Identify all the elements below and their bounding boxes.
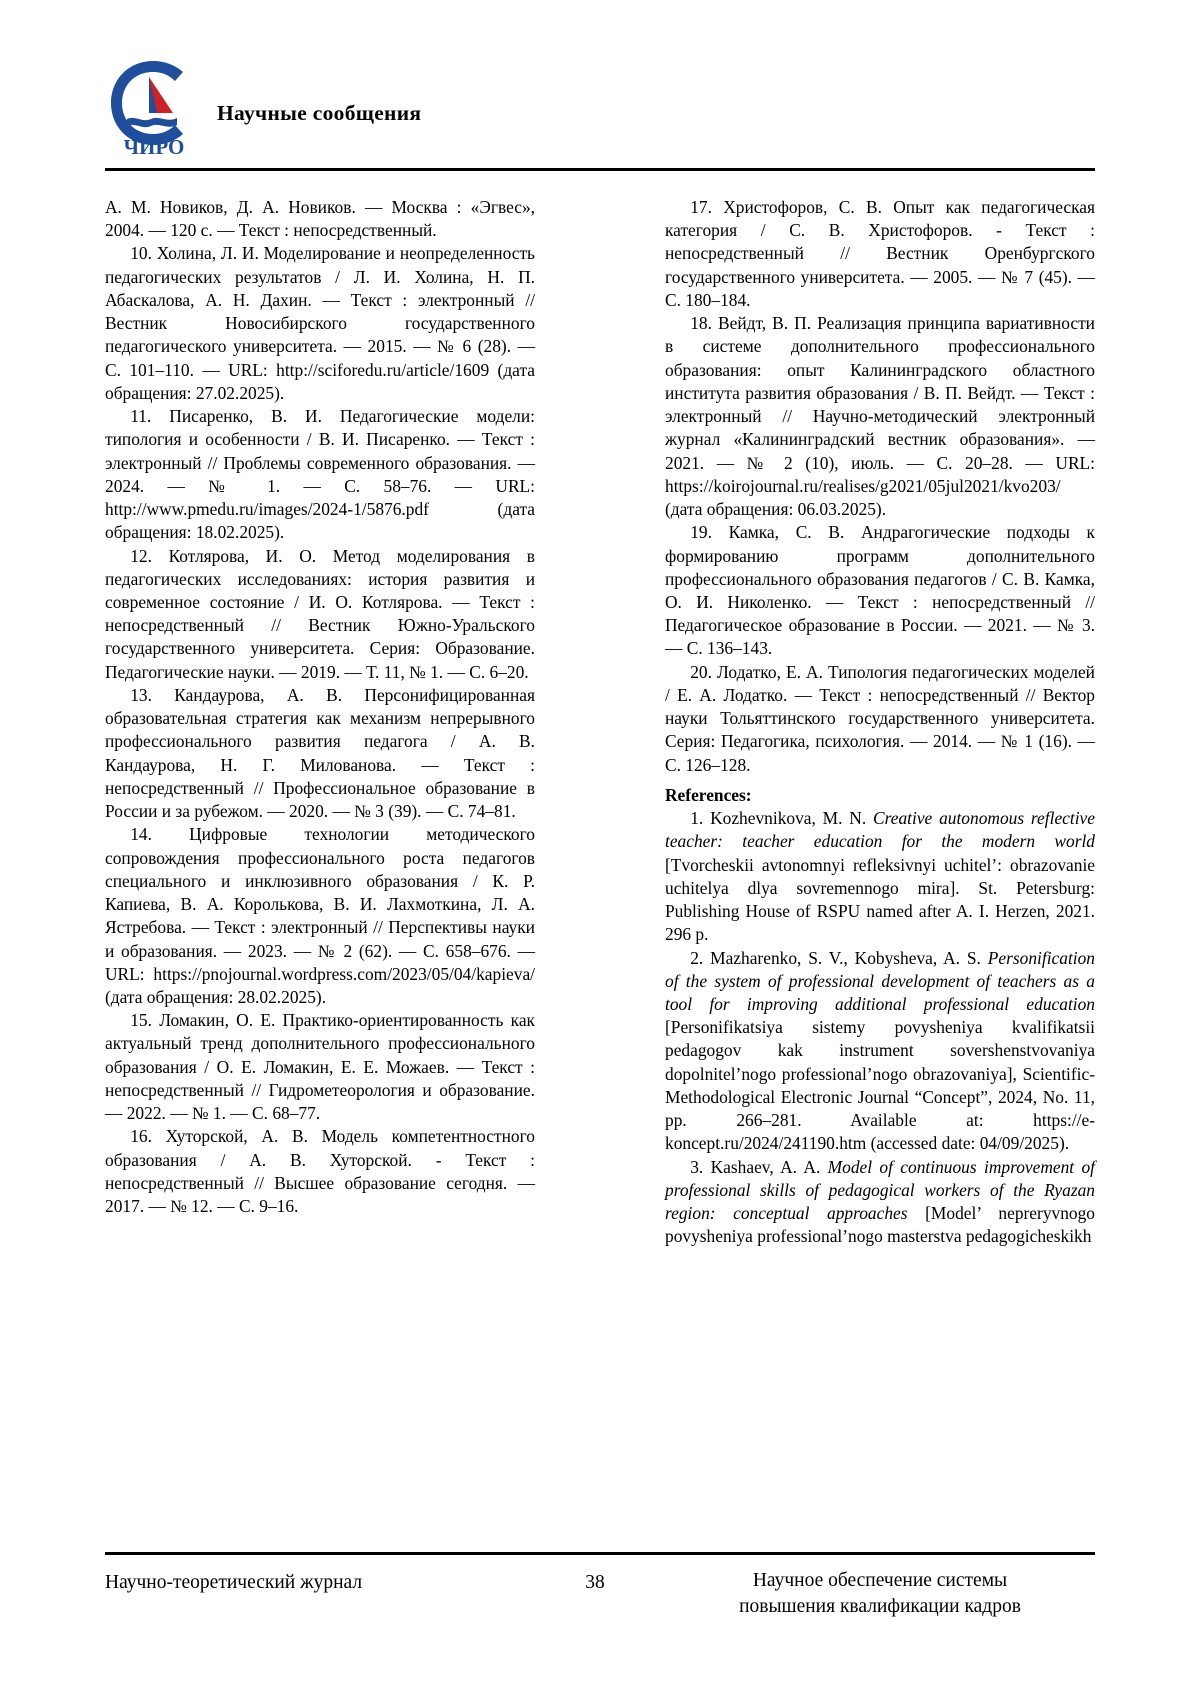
bibliography-entry: 14. Цифровые технологии методического сопровождения профессионального роста педагогов специального и инклюзивного образования / К. Р. Капиева, В. А. Королькова, В. И. Лахмоткина, Л. А. Ястребова. — Текст : электронный // Перспективы науки и образования. — 2023. — № 2 (62). — С. 658–676. — URL: https://pnojournal.wordpress.com/2023/05/04/kapieva/ (дата обращения: 28.02.2025). — [105, 824, 535, 1007]
bibliography-entry: 20. Лодатко, Е. А. Типология педагогических моделей / Е. А. Лодатко. — Текст : непосредственный // Вектор науки Тольяттинского государственного университета. Серия: Педагогика, психология. — 2014. — № 1 (16). — С. 126–128. — [665, 661, 1095, 775]
footer-divider — [105, 1552, 1095, 1555]
reference-suffix: [Personifikatsiya sistemy povysheniya kvalifikatsii pedagogov kak instrument sovershenstvovaniya dopolnitel’nogo professional’nogo obrazovaniya], Scientific-Methodological Electronic Journal “Concept”, 2024, No. 11, pp. 266–281. Available at: https://e-koncept.ru/2024/241190.htm (accessed date: 04/09/2025). — [665, 1017, 1095, 1154]
column-right — [665, 196, 1095, 1249]
reference-title: Model of continuous improvement of professional skills of pedagogical workers of the Ryazan region: conceptual approaches — [665, 1156, 1096, 1224]
reference-entry — [665, 1156, 1095, 1249]
page-footer — [105, 1562, 1095, 1642]
bibliography-entry: 17. Христофоров, С. В. Опыт как педагогическая категория / С. В. Христофоров. - Текст : непосредственный // Вестник Оренбургского государственного университета. — 2005. — № 7 (45). — С. 180–184. — [665, 197, 1095, 310]
reference-entry — [665, 807, 1095, 946]
reference-prefix: 2. Mazharenko, S. V., Kobysheva, A. S. — [690, 947, 988, 968]
reference-title: Creative autonomous reflective teacher: teacher education for the modern world — [665, 808, 1095, 852]
bibliography-entry: 16. Хуторской, А. В. Модель компетентностного образования / А. В. Хуторской. - Текст : непосредственный // Высшее образование сегодня. — 2017. — № 12. — С. 9–16. — [105, 1126, 535, 1217]
bibliography-entry: 18. Вейдт, В. П. Реализация принципа вариативности в системе дополнительного профессионального образования: опыт Калининградского областного института развития образования / В. П. Вейдт. — Текст : электронный // Научно-методический электронный журнал «Калининградский вестник образования». — 2021. — № 2 (10), июль. — С. 20–28. — URL: https://koirojournal.ru/realises/g2021/05jul2021/kvo203/ (дата обращения: 06.03.2025). — [665, 313, 1095, 520]
column-left — [105, 196, 535, 1218]
bibliography-entry: 15. Ломакин, О. Е. Практико-ориентированность как актуальный тренд дополнительного профессионального образования / О. Е. Ломакин, Е. Е. Можаев. — Текст : непосредственный // Гидрометеорология и образование. — 2022. — № 1. — С. 68–77. — [105, 1010, 535, 1124]
bibliography-entry: 11. Писаренко, В. И. Педагогические модели: типология и особенности / В. И. Писаренко. — Текст : электронный // Проблемы современного образования. — 2024. — № 1. — С. 58–76. — URL: http://www.pmedu.ru/images/2024-1/5876.pdf (дата обращения: 18.02.2025). — [105, 406, 535, 543]
bibliography-entry: А. М. Новиков, Д. А. Новиков. — Москва : «Эгвес», 2004. — 120 с. — Текст : непосредственный. — [105, 197, 535, 241]
reference-title: Personification of the system of professional development of teachers as a tool for improving additional professional education — [665, 947, 1095, 1014]
bibliography-entry: 19. Камка, С. В. Андрагогические подходы к формированию программ дополнительного профессионального образования педагогов / С. В. Камка, О. И. Николенко. — Текст : непосредственный // Педагогическое образование в России. — 2021. — № 3. — С. 136–143. — [665, 522, 1095, 659]
reference-suffix: [Model’ nepreryvnogo povysheniya professional’nogo masterstva pedagogicheskikh — [665, 1203, 1095, 1247]
footer-section-name — [665, 1568, 1095, 1619]
page-title: Научные сообщения — [217, 101, 422, 125]
reference-suffix: [Tvorcheskii avtonomnyi refleksivnyi uchitel’: obrazovanie uchitelya dlya sovremennogo mira]. St. Petersburg: Publishing House of RSPU named after A. I. Herzen, 2021. 296 p. — [665, 854, 1095, 945]
svg-text:ЧИРО: ЧИРО — [123, 135, 185, 158]
page-header — [105, 55, 1095, 165]
bibliography-entry: 12. Котлярова, И. О. Метод моделирования в педагогических исследованиях: история развития и современное состояние / И. О. Котлярова. — Текст : непосредственный // Вестник Южно-Уральского государственного университета. Серия: Образование. Педагогические науки. — 2019. — Т. 11, № 1. — С. 6–20. — [105, 545, 535, 682]
footer-journal-name: Научно-теоретический журнал — [105, 1572, 363, 1593]
references-heading: References: — [665, 784, 752, 805]
body-columns — [105, 196, 1095, 1421]
reference-prefix: 1. Kozhevnikova, M. N. — [690, 808, 874, 829]
bibliography-entry: 13. Кандаурова, А. В. Персонифицированная образовательная стратегия как механизм непрерывного профессионального развития педагога / А. В. Кандаурова, Н. Г. Милованова. — Текст : непосредственный // Профессиональное образование в России и за рубежом. — 2020. — № 3 (39). — С. 74–81. — [105, 684, 535, 822]
reference-prefix: 3. Kashaev, A. A. — [690, 1156, 828, 1177]
chiro-logo-icon — [105, 55, 203, 158]
footer-section-line1: Научное обеспечение системы — [752, 1570, 1008, 1591]
footer-section-line2: повышения квалификации кадров — [739, 1595, 1021, 1617]
reference-entry — [665, 947, 1095, 1156]
bibliography-entry: 10. Холина, Л. И. Моделирование и неопределенность педагогических результатов / Л. И. Холина, Н. П. Абаскалова, А. Н. Дахин. — Текст : электронный // Вестник Новосибирского государственного педагогического университета. — 2015. — № 6 (28). — С. 101–110. — URL: http://sciforedu.ru/article/1609 (дата обращения: 27.02.2025). — [105, 243, 535, 403]
header-divider — [105, 168, 1095, 171]
page-number: 38 — [585, 1572, 605, 1593]
